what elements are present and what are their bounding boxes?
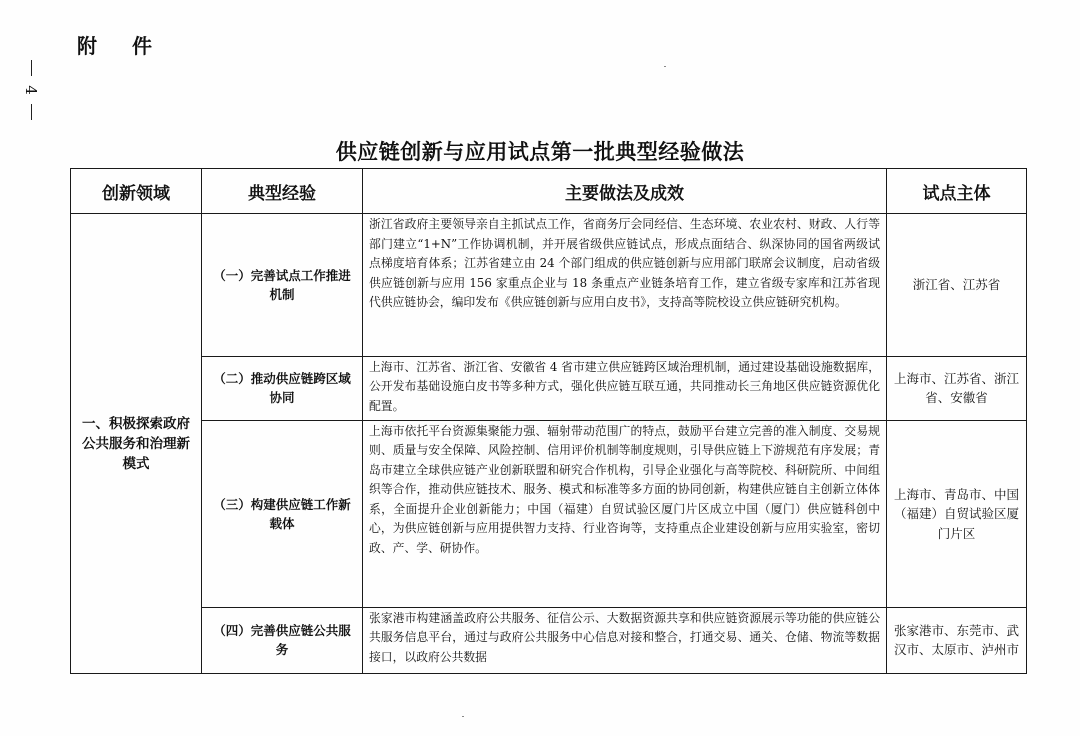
page-number-marker xyxy=(23,58,39,122)
experience-text: （一）完善试点工作推进机制 xyxy=(213,267,351,302)
subjects-cell xyxy=(887,356,1027,420)
experience-text: （三）构建供应链工作新载体 xyxy=(213,496,351,531)
subjects-cell xyxy=(887,214,1027,357)
methods-cell xyxy=(363,420,887,607)
area-label: 一、积极探索政府公共服务和治理新模式 xyxy=(82,415,190,472)
experience-cell xyxy=(202,214,363,357)
experience-table xyxy=(70,168,1027,674)
page-number: 4 xyxy=(22,85,40,95)
table-row xyxy=(71,356,1027,420)
header-methods: 主要做法及成效 xyxy=(363,169,887,214)
subjects-text: 浙江省、江苏省 xyxy=(912,277,1001,293)
subjects-cell xyxy=(887,607,1027,673)
page-number-dash-top xyxy=(31,60,32,76)
methods-text: 浙江省政府主要领导亲自主抓试点工作，省商务厅会同经信、生态环境、农业农村、财政、人行等部门建立“1+N”工作协调机制，并开展省级供应链试点，形成点面结合、纵深协同的国省两级试点梯度培育体系；江苏省建立由 24 个部门组成的供应链创新与应用部门联席会议制度，启动省级供应链创新与应用 156 家重点企业与 18 条重点产业链条培育工作，建立省级专家库和江苏省现代供应链协会，编印发布《供应链创新与应用白皮书》，支持高等院校设立供应链研究机构。 xyxy=(369,217,880,309)
subjects-text: 上海市、江苏省、浙江省、安徽省 xyxy=(893,370,1019,406)
experience-text: （四）完善供应链公共服务 xyxy=(213,623,351,658)
experience-cell xyxy=(202,420,363,607)
methods-text: 上海市、江苏省、浙江省、安徽省 4 省市建立供应链跨区域治理机制，通过建设基础设施数据库，公开发布基础设施白皮书等多种方式，强化供应链互联互通，共同推动长三角地区供应链资源优化配置。 xyxy=(369,359,880,413)
header-area: 创新领域 xyxy=(71,169,202,214)
scan-speck xyxy=(462,716,464,717)
table-row xyxy=(71,214,1027,357)
methods-cell xyxy=(363,607,887,673)
subjects-cell xyxy=(887,420,1027,607)
area-cell xyxy=(71,214,202,674)
methods-text: 上海市依托平台资源集聚能力强、辐射带动范围广的特点，鼓励平台建立完善的准入制度、交易规则、质量与安全保障、风险控制、信用评价机制等制度规则，引导供应链上下游规范有序发展；青岛市建立全球供应链产业创新联盟和研究合作机构，引导企业强化与高等院校、科研院所、中间组织等合作，推动供应链技术、服务、模式和标准等多方面的协同创新，构建供应链自主创新立体体系，全面提升企业创新能力；中国（福建）自贸试验区厦门片区成立中国（厦门）供应链科创中心，为供应链创新与应用提供智力支持、行业咨询等，支持重点企业建设创新与应用实验室，密切政、产、学、研协作。 xyxy=(369,423,880,555)
page-number-dash-bottom xyxy=(31,104,32,120)
subjects-text: 上海市、青岛市、中国（福建）自贸试验区厦门片区 xyxy=(893,486,1019,541)
table-row xyxy=(71,420,1027,607)
table-row xyxy=(71,607,1027,673)
subjects-text: 张家港市、东莞市、武汉市、太原市、泸州市 xyxy=(893,622,1019,658)
attachment-label: 附 件 xyxy=(77,34,166,58)
header-experience: 典型经验 xyxy=(202,169,363,214)
experience-cell xyxy=(202,607,363,673)
methods-text: 张家港市构建涵盖政府公共服务、征信公示、大数据资源共享和供应链资源展示等功能的供应链公共服务信息平台，通过与政府公共服务中心信息对接和整合，打通交易、通关、仓储、物流等数据接口，以政府公共数据 xyxy=(369,610,880,664)
experience-text: （二）推动供应链跨区域协同 xyxy=(213,371,351,406)
methods-cell xyxy=(363,214,887,357)
document-title: 供应链创新与应用试点第一批典型经验做法 xyxy=(335,140,745,164)
table-header-row xyxy=(71,169,1027,214)
scan-speck xyxy=(664,66,666,67)
header-subjects: 试点主体 xyxy=(887,169,1027,214)
methods-cell xyxy=(363,356,887,420)
experience-cell xyxy=(202,356,363,420)
